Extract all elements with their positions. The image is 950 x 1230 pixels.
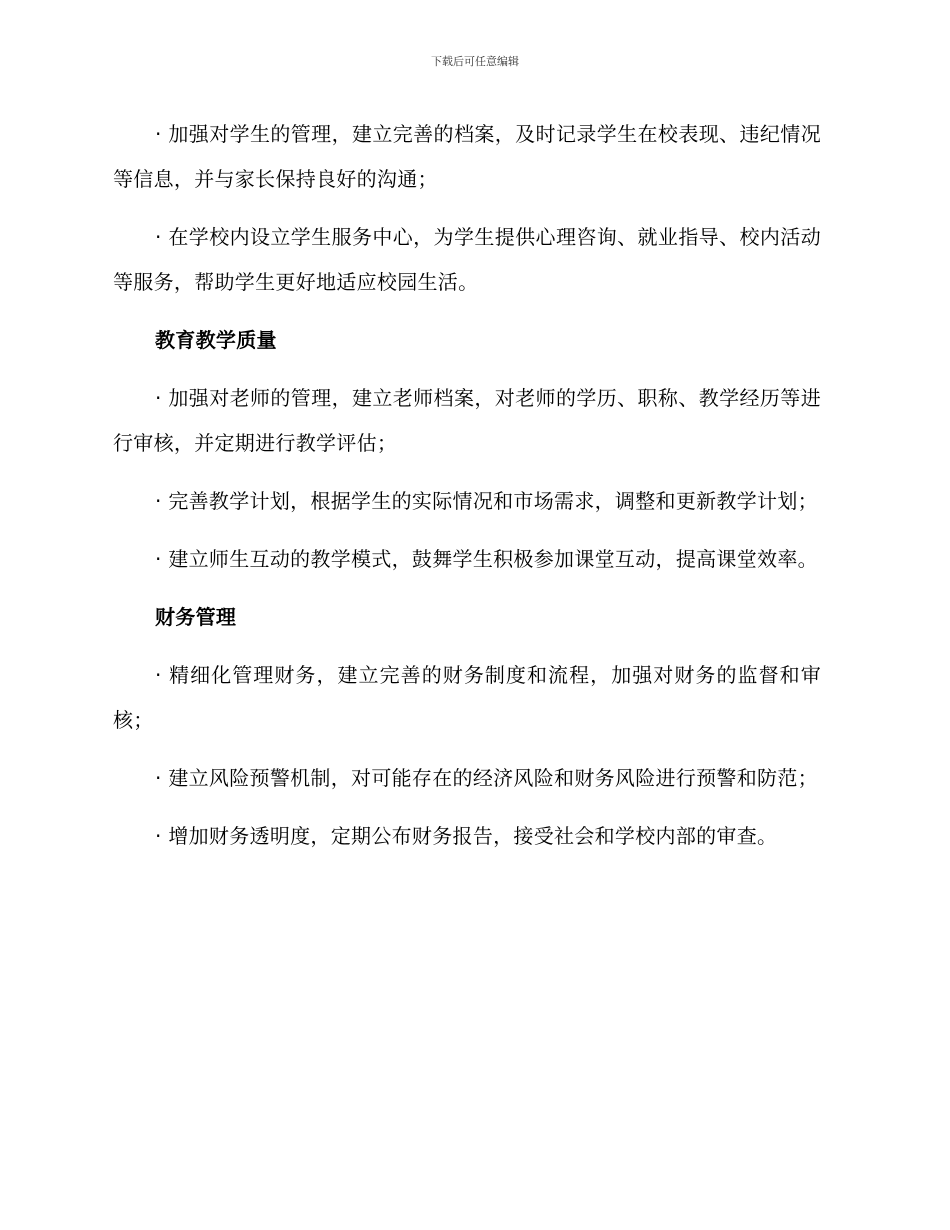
section-heading-finance: 财务管理 <box>155 605 237 629</box>
paragraph-teaching-plan: · 完善教学计划，根据学生的实际情况和市场需求，调整和更新教学计划； <box>155 489 818 513</box>
paragraph-teacher-management: · 加强对老师的管理，建立老师档案，对老师的学历、职称、教学经历等进行审核，并定期进行教学评估； <box>113 386 821 455</box>
paragraph-student-records: · 加强对学生的管理，建立完善的档案，及时记录学生在校表现、违纪情况等信息，并与家长保持良好的沟通； <box>113 122 821 191</box>
page-header: 下载后可任意编辑 <box>431 55 519 68</box>
paragraph-finance-management: · 精细化管理财务，建立完善的财务制度和流程，加强对财务的监督和审核； <box>113 663 821 732</box>
paragraph-interactive-teaching: · 建立师生互动的教学模式，鼓舞学生积极参加课堂互动，提高课堂效率。 <box>155 547 818 571</box>
document-body <box>113 112 821 872</box>
section-heading-teaching-quality: 教育教学质量 <box>155 328 277 352</box>
paragraph-financial-transparency: · 增加财务透明度，定期公布财务报告，接受社会和学校内部的审查。 <box>155 824 778 848</box>
paragraph-risk-warning: · 建立风险预警机制，对可能存在的经济风险和财务风险进行预警和防范； <box>155 766 818 790</box>
paragraph-student-service-center: · 在学校内设立学生服务中心，为学生提供心理咨询、就业指导、校内活动等服务，帮助学生更好地适应校园生活。 <box>113 225 821 294</box>
